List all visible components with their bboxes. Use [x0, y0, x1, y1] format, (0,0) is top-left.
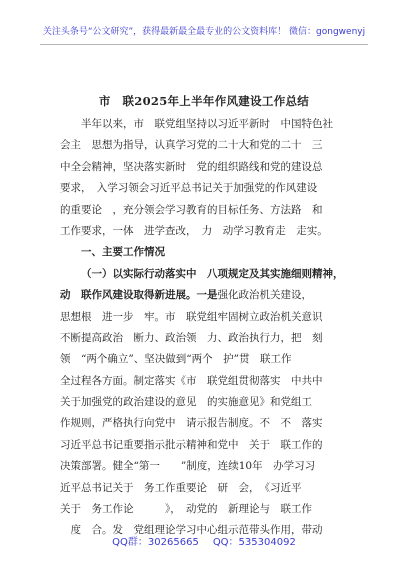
emphasis-text: 动 联作风建设取得新进展。一是	[60, 289, 218, 302]
paragraph-line: 决策部署。健全“第一 ”制度，连续10年 办学习习	[60, 460, 316, 473]
paragraph-line: 度 合。发 党组理论学习中心组示范带头作用，带动	[60, 524, 323, 537]
paragraph-line: 不断提高政治 断力、政治领 力、政治执行力，把 刻	[60, 331, 323, 344]
paragraph-line: 领 “两个确立”、坚决做到“两个 护”贯 联工作	[60, 353, 292, 366]
paragraph-text: 强化政治机关建设，	[217, 289, 312, 302]
paragraph-line: 全过程各方面。制定落实《市 联党组贯彻落实 中共中	[60, 374, 323, 387]
paragraph-line: 习近平总书记重要指示批示精神和党中 关于 联工作的	[60, 438, 323, 451]
header-banner: 关注头条号“公文研究”，获得最新最全最专业的公文资料库！ 微信：gongwenyj	[42, 27, 366, 37]
paragraph-line	[60, 285, 350, 306]
paragraph-line: 思想根 进一步 牢。市 联党组牢固树立政治机关意识	[60, 310, 323, 323]
paragraph-line: 中全会精神，坚决落实新时 党的组织路线和党的建设总	[60, 160, 323, 173]
subsection-heading: （一）以实际行动落实中 八项规定及其实施细则精神，	[81, 267, 344, 280]
paragraph-line: 要求， 入学习领会习近平总书记关于加强党的作风建设	[60, 182, 318, 195]
footer-qq-number: QQ：535304092	[212, 537, 296, 548]
paragraph-line: 半年以来，市 联党组坚持以习近平新时 中国特色社	[81, 118, 333, 130]
section-heading: 一、主要工作情况	[81, 246, 165, 259]
document-title: 市 联2025年上半年作风建设工作总结	[98, 94, 310, 108]
paragraph-line: 会主 思想为指导，认真学习党的二十大和党的二十 三	[60, 139, 323, 152]
paragraph-line: 关于加强党的政治建设的意见 的实施意见》和党组工	[60, 396, 312, 409]
footer-contact	[0, 533, 408, 548]
paragraph-line: 的重要论 ，充分领会学习教育的目标任务、方法路 和	[60, 203, 323, 216]
paragraph-line: 近平总书记关于 务工作重要论 研 会， 《习近平	[60, 481, 302, 494]
paragraph-line: 工作要求，一体 进学查改， 力 动学习教育走 走实。	[60, 224, 328, 237]
paragraph-line: 作规则，严格执行向党中 请示报告制度。不 不 落实	[60, 417, 323, 430]
footer-qq-group: QQ群：30265665	[112, 537, 199, 548]
header-divider	[40, 44, 368, 45]
document-body	[60, 114, 350, 542]
paragraph-line: 关于 务工作论 》， 动党的 新理论与 联工作	[60, 503, 312, 516]
